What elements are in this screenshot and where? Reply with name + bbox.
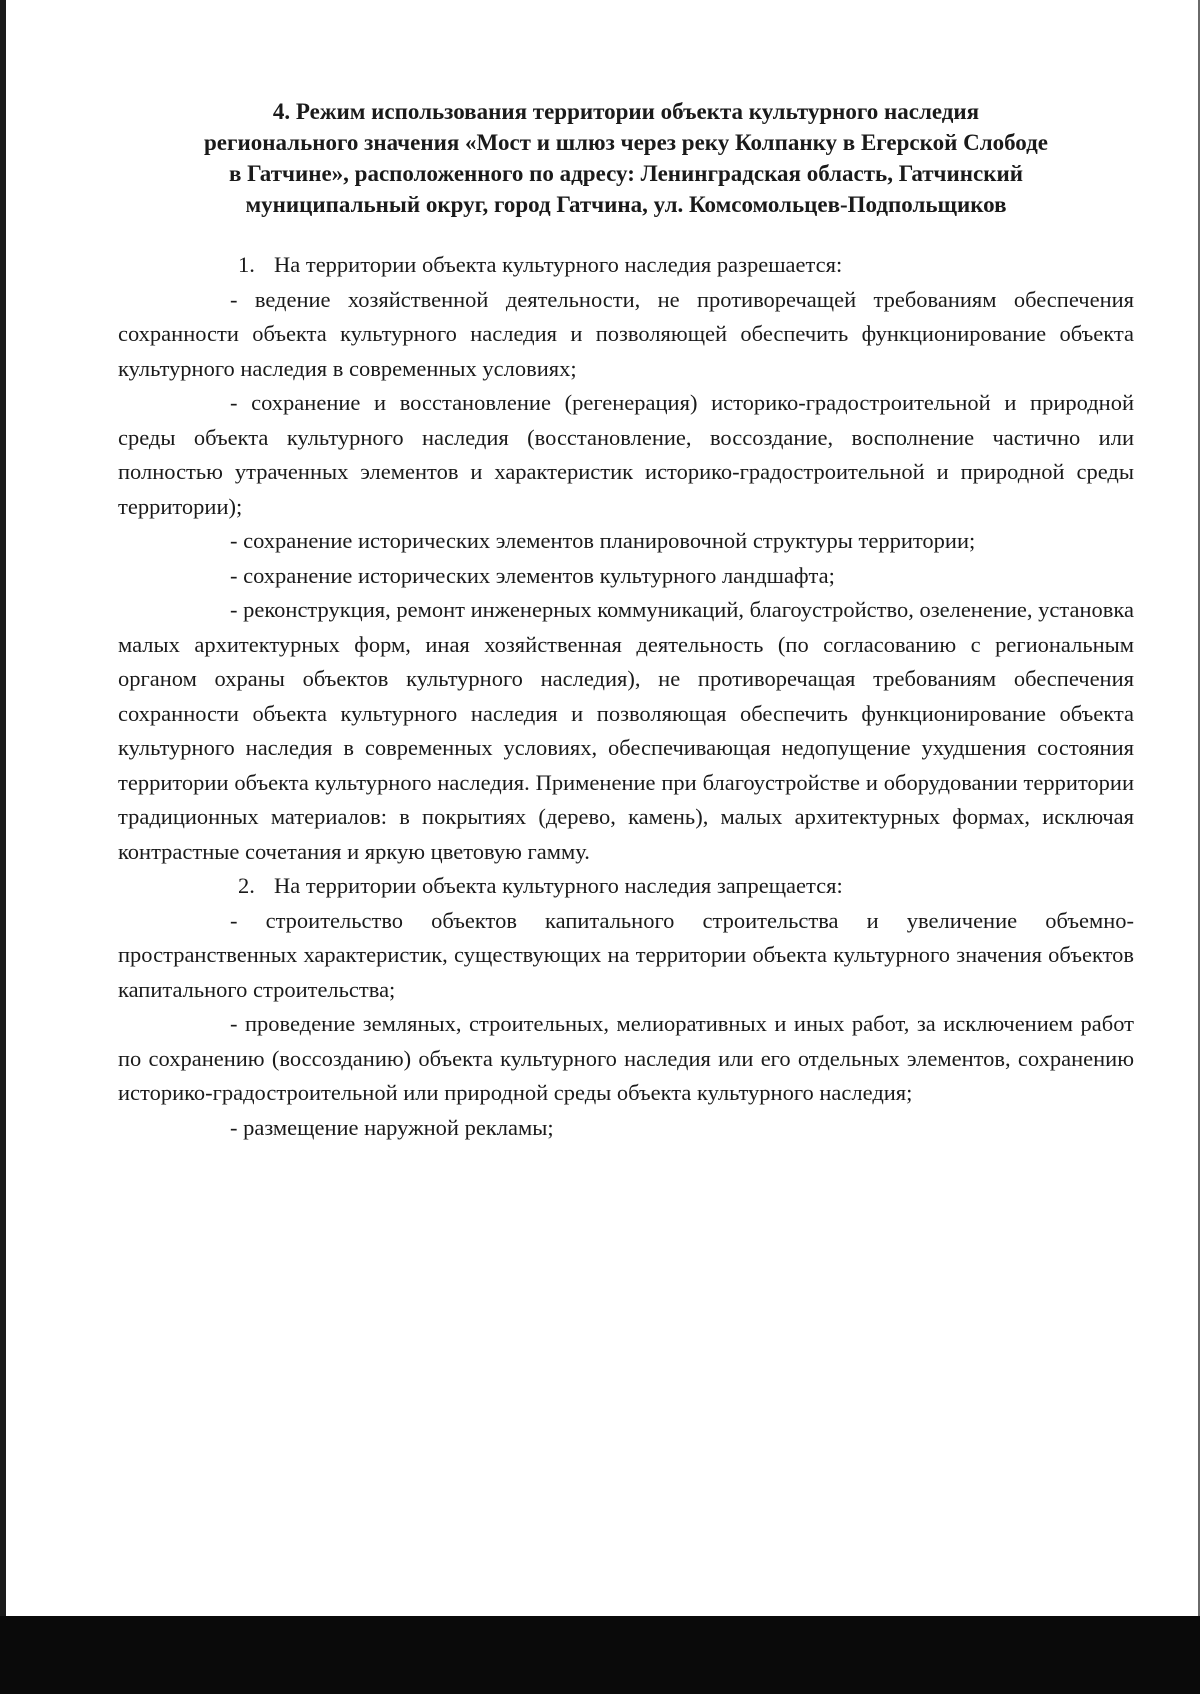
section-1-number: 1.: [238, 252, 255, 277]
section-1-item: - сохранение и восстановление (регенерация) историко-градостроительной и природной среды объекта культурного наследия (восстановление, воссоздание, восполнение частично или полностью утраченных элементов и характеристик историко-градостроительной и природной среды территории);: [118, 390, 1134, 519]
section-1-heading: [118, 248, 1134, 283]
section-1-item: - ведение хозяйственной деятельности, не противоречащей требованиям обеспечения сохранности объекта культурного наследия и позволяющей обеспечить функционирование объекта культурного наследия в современных условиях;: [118, 286, 1134, 381]
document-title: [118, 96, 1134, 220]
section-2-number: 2.: [238, 873, 255, 898]
scan-left-edge: [0, 0, 6, 1694]
section-2-heading: [118, 869, 1134, 904]
title-line: регионального значения «Мост и шлюз через реку Колпанку в Егерской Слободе: [204, 130, 1048, 155]
scan-bottom-band: [0, 1616, 1200, 1694]
section-1-item: - реконструкция, ремонт инженерных коммуникаций, благоустройство, озеленение, установка малых архитектурных форм, иная хозяйственная деятельность (по согласованию с региональным органом охраны объектов культурного наследия), не противоречащая требованиям обеспечения сохранности объекта культурного наследия и позволяющая обеспечить функционирование объекта культурного наследия в современных условиях, обеспечивающая недопущение ухудшения состояния территории объекта культурного наследия. Применение при благоустройстве и оборудовании территории традиционных материалов: в покрытиях (дерево, камень), малых архитектурных формах, исключая контрастные сочетания и яркую цветовую гамму.: [118, 597, 1134, 864]
section-1-heading-text: На территории объекта культурного наследия разрешается:: [274, 252, 843, 277]
title-line: 4. Режим использования территории объекта культурного наследия: [272, 99, 980, 124]
section-2-heading-text: На территории объекта культурного наследия запрещается:: [274, 873, 843, 898]
section-2-item: - строительство объектов капитального строительства и увеличение объемно-пространственных характеристик, существующих на территории объекта культурного значения объектов капитального строительства;: [118, 907, 1134, 1002]
section-2-item: - размещение наружной рекламы;: [230, 1114, 554, 1140]
section-1-item: - сохранение исторических элементов планировочной структуры территории;: [230, 528, 976, 553]
document-page: [118, 96, 1134, 1145]
section-2-item: - проведение земляных, строительных, мелиоративных и иных работ, за исключением работ по сохранению (воссозданию) объекта культурного наследия или его отдельных элементов, сохранению историко-градостроительной или природной среды объекта культурного наследия;: [118, 1011, 1134, 1105]
section-1-item: - сохранение исторических элементов культурного ландшафта;: [230, 562, 835, 588]
title-line: муниципальный округ, город Гатчина, ул. Комсомольцев-Подпольщиков: [245, 192, 1007, 217]
title-line: в Гатчине», расположенного по адресу: Ленинградская область, Гатчинский: [229, 161, 1023, 186]
